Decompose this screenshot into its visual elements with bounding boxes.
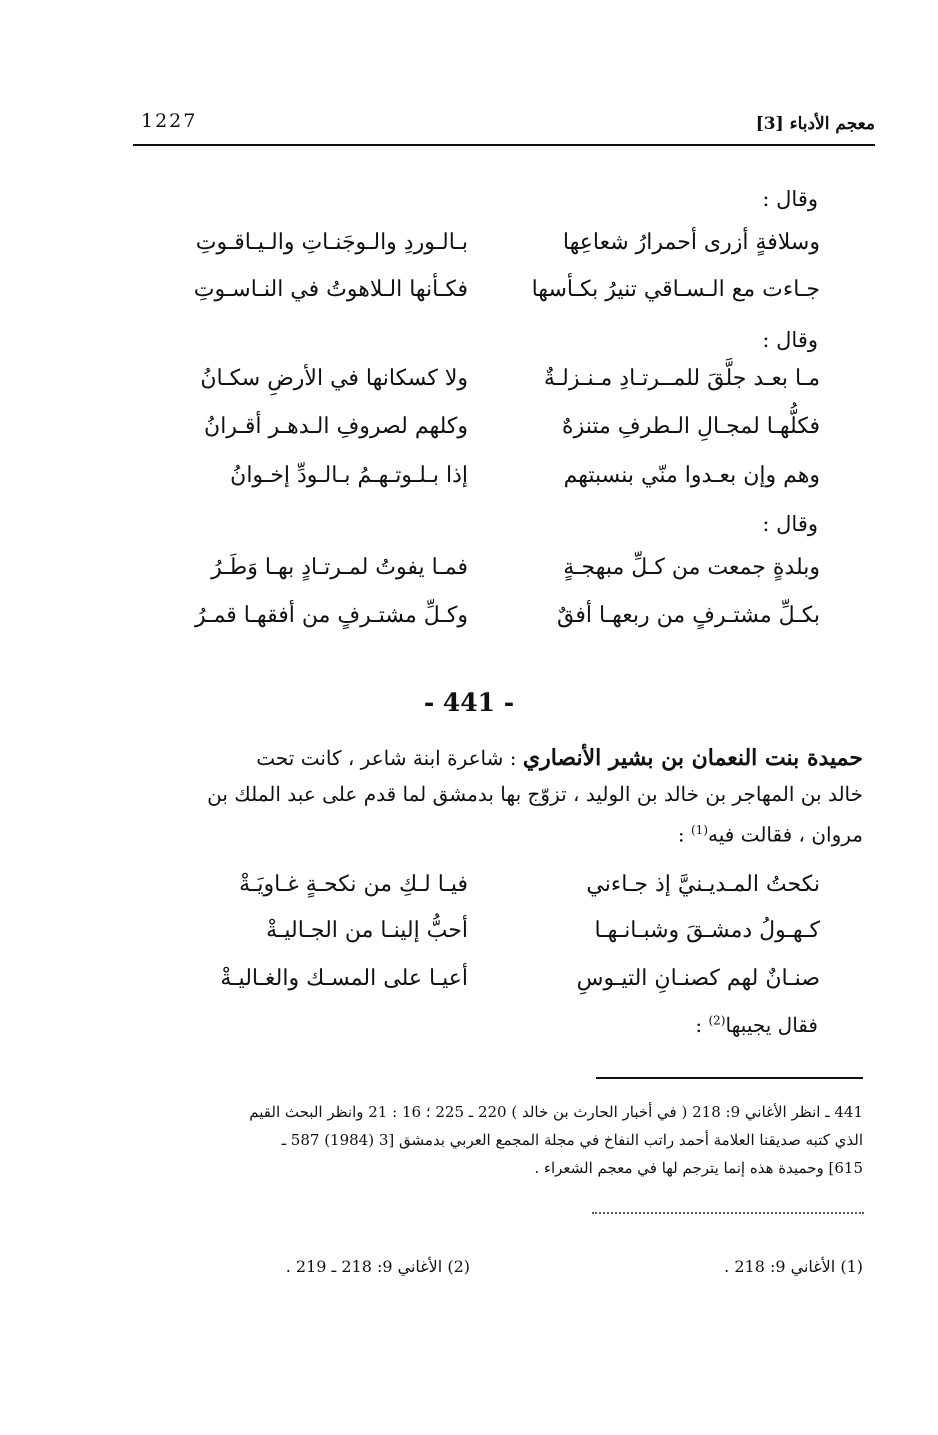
dotted-separator [592, 1212, 864, 1214]
footnote-ref: (1) [690, 823, 708, 837]
verse-second-half: أحبُّ إلينـا من الجـاليـةْ [266, 918, 468, 943]
note-line: الذي كتبه صديقنا العلامة أحمد راتب النفاخ في مجلة المجمع العربي بدمشق [3 (1984) 587 ـ [281, 1131, 863, 1149]
said-label: وقال : [762, 512, 818, 536]
verse [150, 463, 820, 497]
verse-second-half: ولا كسكانها في الأرضِ سكـانُ [200, 366, 468, 391]
verse-first-half: فكلُّهـا لمجـالِ الـطرفِ متنزهٌ [562, 414, 820, 439]
note-line: 615] وحميدة هذه إنما يترجم لها في معجم الشعراء . [534, 1159, 863, 1177]
verse [150, 277, 820, 311]
verse [150, 414, 820, 448]
verse [150, 555, 820, 589]
bio-line [158, 740, 863, 776]
verse-first-half: بكـلِّ مشتـرفٍ من ربعهـا أفقٌ [557, 603, 820, 628]
said-label: وقال : [762, 187, 818, 211]
entry-name: حميدة بنت النعمان بن بشير الأنصاري [522, 745, 863, 771]
reply-text: فقال يجيبها [725, 1013, 818, 1037]
note-line: 441 ـ انظر الأغاني 9: 218 ( في أخبار الحارث بن خالد ) 220 ـ 225 ؛ 16 : 21 وانظر البحث القيم [249, 1103, 863, 1121]
verse-second-half: فمـا يفوتُ لمـرتـادٍ بهـا وَطَـرُ [211, 555, 468, 580]
verse [150, 966, 820, 1000]
verse [150, 603, 820, 637]
verse-first-half: مـا بعـد جلَّقَ للمــرتـادِ مـنـزلـةٌ [543, 366, 820, 391]
page-number: 1227 [141, 110, 198, 132]
footnote-rule [596, 1077, 863, 1079]
bio-line [158, 812, 863, 853]
verse-first-half: جـاءت مع الـسـاقي تنيرُ بكـأسها [531, 277, 820, 302]
verse-second-half: بـالـوردِ والـوجَنـاتِ والـيـاقـوتِ [195, 230, 468, 255]
verse-second-half: فكـأنها الـلاهوتُ في النـاسـوتِ [193, 277, 468, 302]
page-header [133, 110, 875, 146]
running-title: معجم الأدباء [3] [755, 114, 875, 134]
header-rule [133, 144, 875, 146]
bio-text: مروان ، فقالت فيه [708, 822, 863, 847]
verse-first-half: وسلافةٍ أزرى أحمرارُ شعاعِها [562, 230, 820, 255]
footnote-ref: (2) [708, 1013, 726, 1028]
verse-second-half: أعيـا على المسـك والغـاليـةْ [220, 966, 468, 991]
verse-first-half: كـهـولُ دمشـقَ وشبـانـهـا [594, 918, 820, 943]
bio-line: خالد بن المهاجر بن خالد بن الوليد ، تزوّج بها بدمشق لما قدم على عبد الملك بن [207, 782, 863, 806]
verse-first-half: وهم وإن بعـدوا منّي بنسبتهم [563, 463, 820, 488]
verse [150, 872, 820, 906]
entry-notes [143, 1098, 863, 1182]
bio-text: : شاعرة ابنة شاعر ، كانت تحت [256, 746, 523, 770]
verse-first-half: وبلدةٍ جمعت من كـلِّ مبهجـةٍ [563, 555, 820, 580]
verse [150, 366, 820, 400]
entry-number: - 441 - [423, 688, 515, 717]
verse-second-half: وكـلِّ مشتـرفٍ من أفقهـا قمـرُ [194, 603, 468, 628]
verse [150, 918, 820, 952]
footnote-2: (2) الأغاني 9: 218 ـ 219 . [285, 1257, 470, 1276]
reply-intro [695, 1013, 818, 1037]
verse-second-half: إذا بـلـوتـهـمُ بـالـودِّ إخـوانُ [230, 463, 468, 488]
verse [150, 230, 820, 264]
said-label: وقال : [762, 328, 818, 352]
verse-first-half: صنـانٌ لهم كصنـانِ التيـوسِ [576, 966, 820, 991]
entry-biography [158, 740, 863, 853]
verse-second-half: فيـا لـكِ من نكحـةٍ غـاويَـةْ [239, 872, 468, 897]
verse-first-half: نكحتُ المـديـنيَّ إذ جـاءني [586, 872, 820, 897]
bio-text: : [677, 822, 691, 847]
reply-text: : [695, 1013, 709, 1037]
footnote-1: (1) الأغاني 9: 218 . [724, 1257, 863, 1276]
verse-second-half: وكلهم لصروفِ الـدهـر أقـرانُ [204, 414, 468, 439]
